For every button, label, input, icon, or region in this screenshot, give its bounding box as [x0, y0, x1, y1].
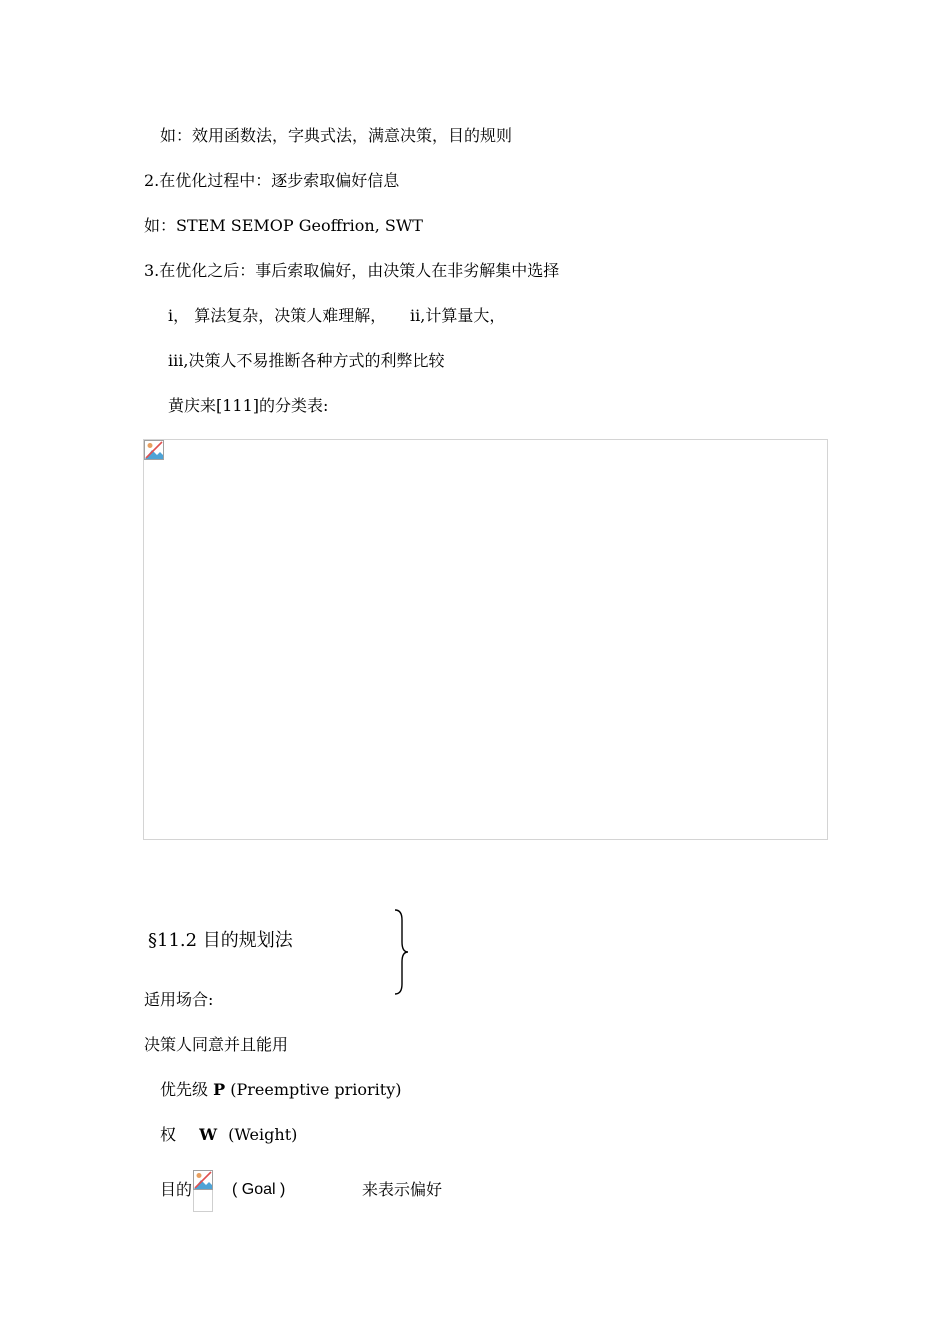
goal-prefix: 目的	[160, 1180, 193, 1199]
priority-line	[160, 1080, 402, 1100]
goal-suffix: 来表示偏好	[362, 1180, 443, 1199]
priority-symbol: P	[213, 1080, 226, 1099]
text-line-1: 如：效用函数法，字典式法，满意决策，目的规则	[160, 126, 513, 145]
weight-symbol: W	[199, 1125, 218, 1144]
text-line-5b: ii,计算量大，	[410, 306, 506, 325]
applicable-label: 适用场合:	[144, 990, 214, 1009]
right-brace	[392, 908, 412, 996]
text-line-4: 3.在优化之后：事后索取偏好，由决策人在非劣解集中选择	[144, 261, 560, 280]
text-line-3: 如：STEM SEMOP Geoffrion, SWT	[144, 216, 423, 235]
priority-text: (Preemptive priority)	[230, 1080, 402, 1099]
text-line-2: 2.在优化过程中：逐步索取偏好信息	[144, 171, 400, 190]
section-heading: §11.2 目的规划法	[148, 930, 293, 951]
agree-line: 决策人同意并且能用	[144, 1035, 289, 1054]
text-line-6: iii,决策人不易推断各种方式的利弊比较	[168, 351, 445, 370]
weight-line	[160, 1125, 297, 1145]
weight-prefix: 权	[160, 1125, 177, 1144]
goal-text: ( Goal )	[232, 1181, 286, 1198]
broken-image-icon-small	[193, 1170, 213, 1190]
broken-image-icon	[144, 440, 164, 460]
classification-table-image	[143, 439, 828, 840]
weight-text: (Weight)	[228, 1125, 298, 1144]
text-line-5a: i， 算法复杂，决策人难理解，	[168, 306, 387, 325]
text-line-7: 黄庆来[111]的分类表:	[168, 396, 329, 415]
priority-prefix: 优先级	[160, 1080, 209, 1099]
